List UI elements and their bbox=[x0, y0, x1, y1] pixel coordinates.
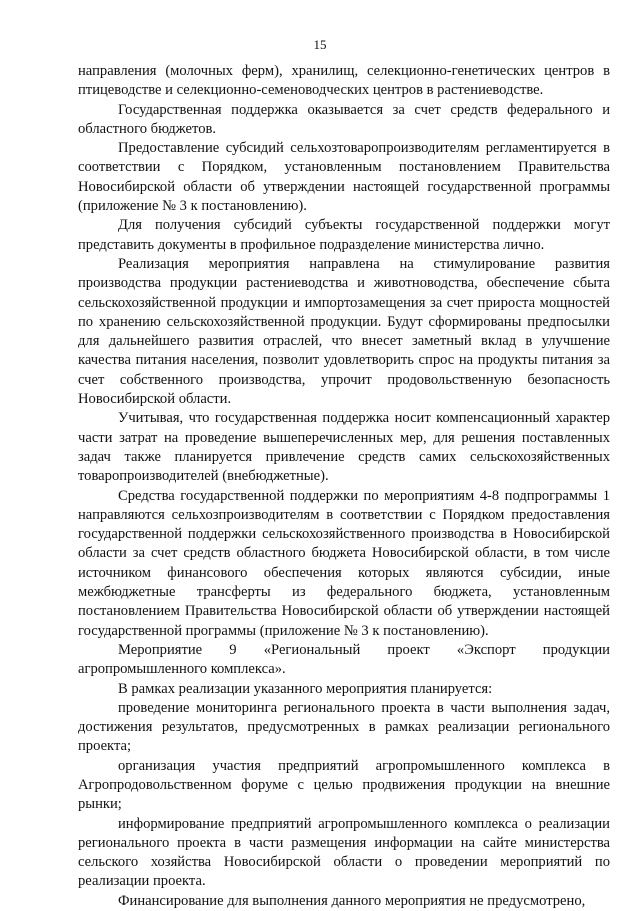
paragraph-11: организация участия предприятий агропромышленного комплекса в Агропродовольственном форуме с целью продвижения продукции на внешние рынки; bbox=[78, 757, 610, 813]
paragraph-4: Для получения субсидий субъекты государственной поддержки могут представить документы в профильное подразделение министерства лично. bbox=[78, 217, 610, 253]
paragraph-10: проведение мониторинга регионального проекта в части выполнения задач, достижения результатов, предусмотренных в рамках реализации регионального проекта; bbox=[78, 699, 610, 755]
paragraph-1: направления (молочных ферм), хранилищ, селекционно-генетических центров в птицеводстве и селекционно-семеноводческих центров в растениеводстве. bbox=[78, 63, 610, 99]
paragraph-3: Предоставление субсидий сельхозтоваропроизводителям регламентируется в соответствии с Порядком, установленным постановлением Правительства Новосибирской области об утверждении настоящей государственной программы (приложение № 3 к постановлению). bbox=[78, 140, 610, 215]
page-number: 15 bbox=[313, 37, 327, 52]
paragraph-13: Финансирование для выполнения данного мероприятия не предусмотрено, bbox=[118, 892, 586, 909]
paragraph-5: Реализация мероприятия направлена на стимулирование развития производства продукции растениеводства и животноводства, обеспечение сбыта сельскохозяйственной продукции и импортозамещения за счет прироста мощностей по хранению сельскохозяйственной продукции. Будут сформированы предпосылки для дальнейшего развития отраслей, что внесет заметный вклад в улучшение качества питания населения, позволит удовлетворить спрос на продукты питания за счет собственного производства, упрочит продовольственную безопасность Новосибирской области. bbox=[78, 255, 610, 408]
paragraph-9: В рамках реализации указанного мероприятия планируется: bbox=[118, 680, 493, 697]
paragraph-8: Мероприятие 9 «Региональный проект «Экспорт продукции агропромышленного комплекса». bbox=[78, 641, 610, 678]
paragraph-12: информирование предприятий агропромышленного комплекса о реализации регионального проекта в части размещения информации на сайте министерства сельского хозяйства Новосибирской области о проведении мероприятий по реализации проекта. bbox=[78, 815, 610, 890]
paragraph-7: Средства государственной поддержки по мероприятиям 4-8 подпрограммы 1 направляются сельхозпроизводителям в соответствии с Порядком предоставления государственной поддержки сельскохозяйственного производства в Новосибирской области за счет средств областного бюджета Новосибирской области, в том числе источником финансового обеспечения которых являются субсидии, иные межбюджетные трансферты из федерального бюджета, установленным постановлением Правительства Новосибирской области об утверждении настоящей государственной программы (приложение № 3 к постановлению). bbox=[78, 487, 610, 639]
paragraph-2: Государственная поддержка оказывается за счет средств федерального и областного бюджетов. bbox=[78, 101, 610, 137]
body-text bbox=[78, 62, 610, 911]
paragraph-6: Учитывая, что государственная поддержка носит компенсационный характер части затрат на проведение вышеперечисленных мер, для решения поставленных задач также планируется привлечение средств самих сельскохозяйственных товаропроизводителей (внебюджетные). bbox=[78, 410, 610, 485]
